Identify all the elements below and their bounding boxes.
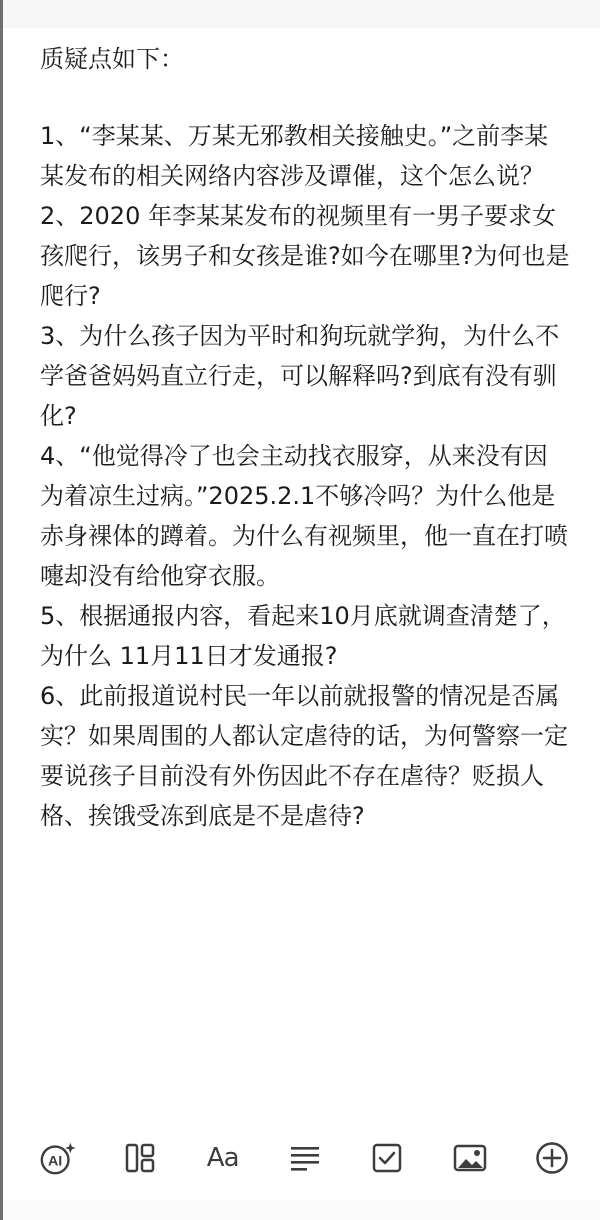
- note-paragraph-2: 2、2020 年李某某发布的视频里有一男子要求女孩爬行，该男子和女孩是谁?如今在哪里?为何也是爬行?: [40, 202, 570, 310]
- note-paragraph-1: 1、“李某某、万某无邪教相关接触史。”之前李某某发布的相关网络内容涉及谭催，这个怎么说？: [40, 122, 549, 190]
- editor-toolbar: [0, 1128, 600, 1188]
- align-left-icon: [290, 1145, 320, 1171]
- note-paragraph-4: 4、“他觉得冷了也会主动找衣服穿，从来没有因为着凉生过病。”2025.2.1不够冷吗？为什么他是赤身裸体的蹲着。为什么有视频里，他一直在打喷嚏却没有给他穿衣服。: [40, 442, 568, 590]
- checklist-icon: [372, 1143, 402, 1173]
- ai-label: AI: [48, 1153, 63, 1170]
- ai-button[interactable]: [38, 1138, 78, 1178]
- layout-button[interactable]: [120, 1138, 160, 1178]
- checklist-button[interactable]: [367, 1138, 407, 1178]
- top-bar: [3, 0, 600, 28]
- text-style-button[interactable]: [203, 1138, 243, 1178]
- image-button[interactable]: [450, 1138, 490, 1178]
- text-style-icon: Aa: [206, 1143, 239, 1173]
- note-body[interactable]: [40, 40, 570, 836]
- layout-icon: [125, 1143, 155, 1173]
- add-button[interactable]: [532, 1138, 572, 1178]
- window-left-edge: [0, 0, 3, 1220]
- align-button[interactable]: [285, 1138, 325, 1178]
- bottom-bar: [3, 1200, 600, 1220]
- note-paragraph-5: 5、根据通报内容，看起来10月底就调查清楚了，为什么 11月11日才发通报?: [40, 602, 566, 670]
- image-icon: [453, 1143, 487, 1173]
- ai-sparkle-icon: [38, 1138, 78, 1178]
- note-paragraph-3: 3、为什么孩子因为平时和狗玩就学狗，为什么不学爸爸妈妈直立行走，可以解释吗?到底有没有驯化?: [40, 322, 560, 430]
- note-title: 质疑点如下：: [40, 45, 184, 73]
- note-paragraph-6: 6、此前报道说村民一年以前就报警的情况是否属实？如果周围的人都认定虐待的话，为何警察一定要说孩子目前没有外伤因此不存在虐待？贬损人格、挨饿受冻到底是不是虐待?: [40, 682, 568, 830]
- add-circle-icon: [535, 1141, 569, 1175]
